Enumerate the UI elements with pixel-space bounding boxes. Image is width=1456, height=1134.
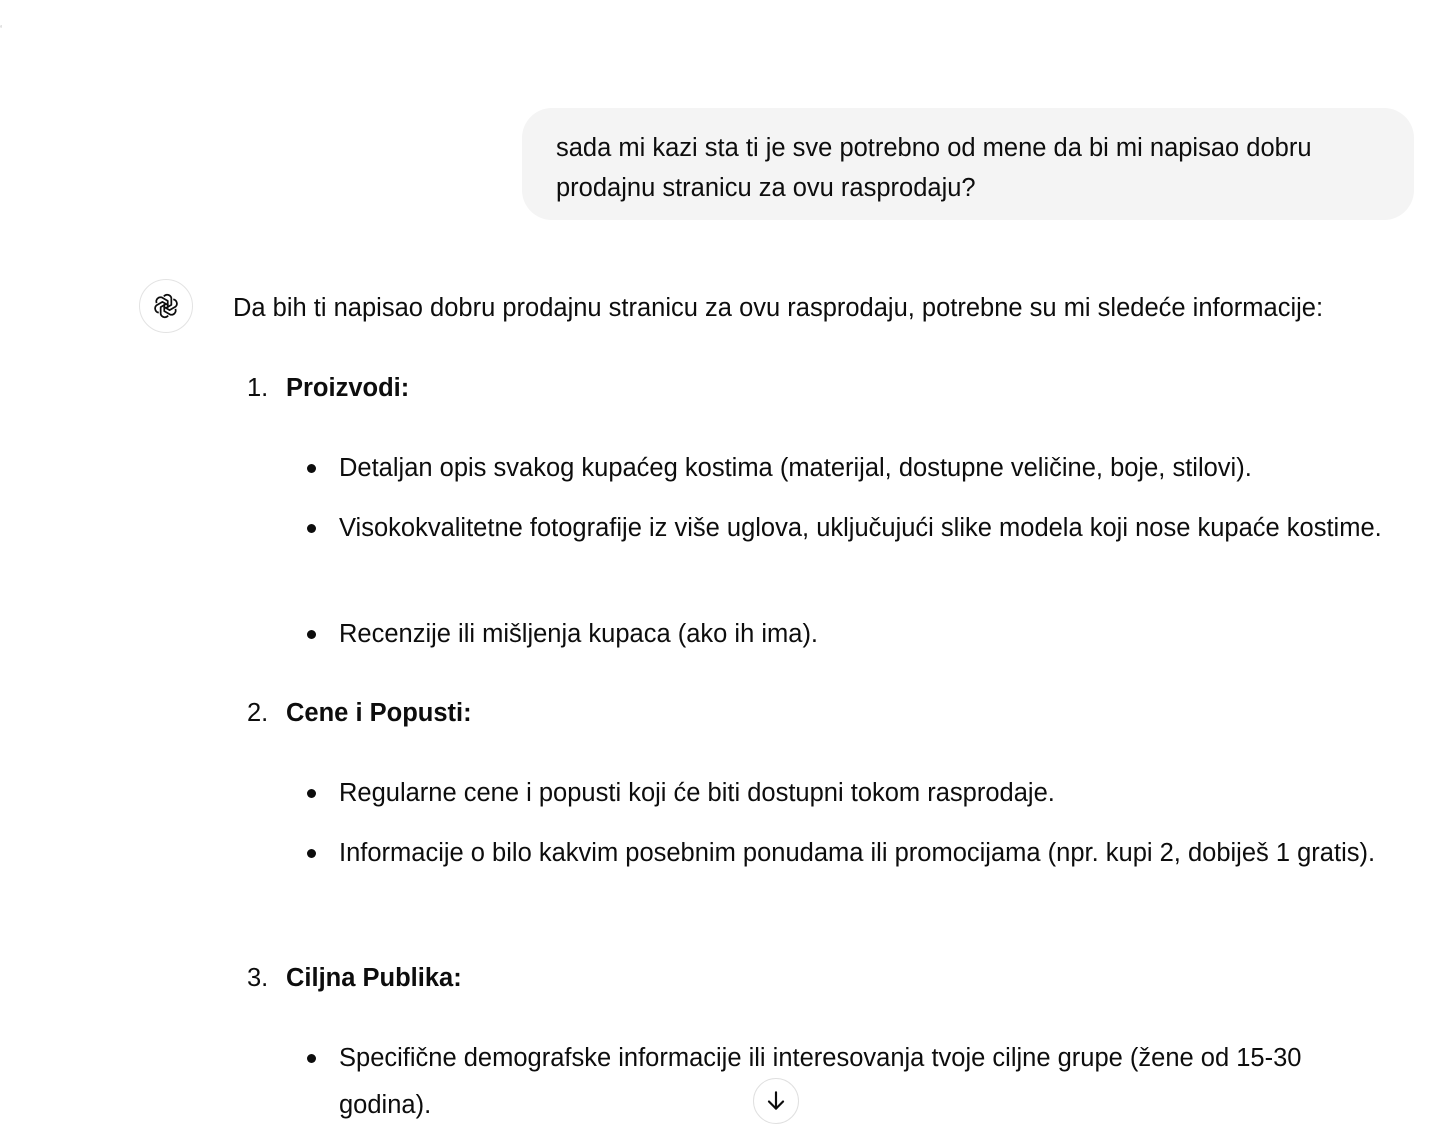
list-item: Informacije o bilo kakvim posebnim ponudama ili promocijama (npr. kupi 2, dobiješ 1 gratis).: [339, 839, 1376, 867]
arrow-down-icon: [763, 1088, 789, 1114]
user-message-bubble: [522, 108, 1414, 220]
scroll-to-bottom-button[interactable]: [753, 1078, 799, 1124]
list-item: Visokokvalitetne fotografije iz više uglova, uključujući slike modela koji nose kupaće kostime.: [339, 514, 1382, 542]
section-number: 1.: [247, 374, 269, 402]
bullet-dot: [307, 789, 316, 798]
bullet-dot: [307, 464, 316, 473]
list-item: Regularne cene i popusti koji će biti dostupni tokom rasprodaje.: [339, 779, 1055, 807]
openai-logo-icon: [150, 290, 182, 322]
section-title: Ciljna Publika:: [286, 964, 462, 992]
bullet-dot: [307, 1054, 316, 1063]
list-item: Specifične demografske informacije ili interesovanja tvoje ciljne grupe (žene od 15-30 godina).: [339, 1044, 1302, 1119]
bullet-dot: [307, 524, 316, 533]
user-message-text: sada mi kazi sta ti je sve potrebno od mene da bi mi napisao dobru prodajnu stranicu za ovu rasprodaju?: [556, 134, 1312, 202]
bullet-dot: [307, 630, 316, 639]
section-title: Cene i Popusti:: [286, 699, 472, 727]
section-title: Proizvodi:: [286, 374, 410, 402]
bullet-dot: [307, 849, 316, 858]
assistant-intro: Da bih ti napisao dobru prodajnu stranicu za ovu rasprodaju, potrebne su mi sledeće informacije:: [233, 294, 1324, 322]
section-number: 3.: [247, 964, 269, 992]
list-item: Recenzije ili mišljenja kupaca (ako ih ima).: [339, 620, 819, 648]
section-number: 2.: [247, 699, 269, 727]
assistant-avatar: [139, 279, 193, 333]
corner-mark: ‘: [0, 24, 3, 35]
list-item: Detaljan opis svakog kupaćeg kostima (materijal, dostupne veličine, boje, stilovi).: [339, 454, 1252, 482]
